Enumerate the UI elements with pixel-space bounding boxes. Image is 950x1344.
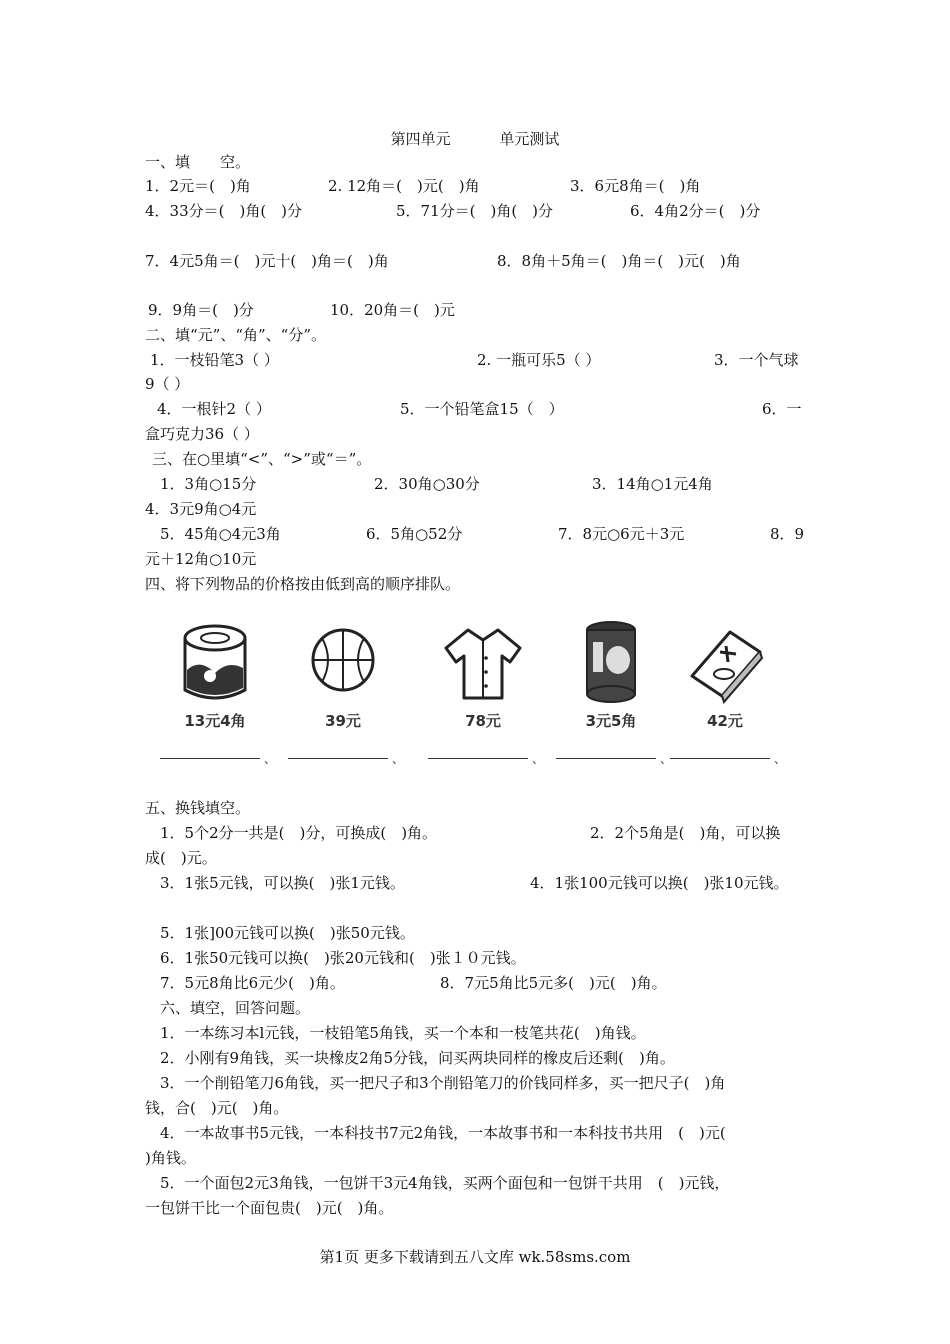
s5-q6: 6．1张50元钱可以换( )张20元钱和( )张１０元钱。 [160, 949, 526, 967]
separator: 、 [660, 752, 673, 766]
s3-q4: 4．3元9角○4元 [145, 500, 257, 518]
price-items [160, 618, 800, 778]
congee-can-icon [566, 618, 656, 708]
item-price: 13元4角 [184, 712, 246, 730]
answer-blank[interactable] [160, 758, 260, 759]
medicine-box-icon [680, 618, 770, 708]
s2-q3: 3．一个气球 [714, 351, 799, 369]
s1-q4: 4．33分＝( )角( )分 [145, 202, 303, 220]
s3-q5: 5．45角○4元3角 [160, 525, 281, 543]
item-price: 3元5角 [585, 712, 637, 730]
separator: 、 [532, 752, 545, 766]
s2-q2: 2. 一瓶可乐5（ ） [477, 351, 601, 369]
s3-q7: 7．8元○6元＋3元 [558, 525, 685, 543]
s5-q7: 7．5元8角比6元少( )角。 [160, 974, 345, 992]
item-congee-can [556, 618, 673, 768]
s3-q2: 2．30角○30分 [374, 475, 480, 493]
s1-q6: 6．4角2分＝( )分 [630, 202, 761, 220]
s5-q2-cont: 成( )元。 [145, 849, 217, 867]
s6-q4-cont: )角钱。 [145, 1149, 196, 1167]
s1-q9: 9．9角＝( )分 [148, 301, 254, 319]
s3-q3: 3．14角○1元4角 [592, 475, 713, 493]
answer-blank[interactable] [556, 758, 656, 759]
can-icon [170, 618, 260, 708]
item-shirt [428, 618, 545, 768]
s5-q3: 3．1张5元钱，可以换( )张1元钱。 [160, 874, 405, 892]
s6-q1: 1．一本练习本l元钱，一枝铅笔5角钱，买一个本和一枝笔共花( )角钱。 [160, 1024, 646, 1042]
s6-q5: 5．一个面包2元3角钱，一包饼干3元4角钱，买两个面包和一包饼干共用 ( )元钱， [160, 1174, 730, 1192]
item-basketball [288, 618, 405, 768]
s3-q6: 6．5角○52分 [366, 525, 463, 543]
separator: 、 [392, 752, 405, 766]
s6-q2: 2．小刚有9角钱，买一块橡皮2角5分钱，问买两块同样的橡皮后还剩( )角。 [160, 1049, 675, 1067]
s1-q8: 8．8角＋5角＝( )角＝( )元( )角 [497, 252, 741, 270]
page-title [0, 128, 950, 149]
s2-q6: 6．一 [762, 400, 802, 418]
page-footer: 第1页 更多下载请到五八文库 wk.58sms.com [319, 1248, 631, 1266]
answer-blank[interactable] [670, 758, 770, 759]
basketball-icon [298, 618, 388, 708]
s6-q3-cont: 钱，合( )元( )角。 [145, 1099, 289, 1117]
s6-q3: 3．一个削铅笔刀6角钱，买一把尺子和3个削铅笔刀的价钱同样多，买一把尺子( )角 [160, 1074, 726, 1092]
s2-q1: 1．一枝铅笔3（ ） [150, 351, 279, 369]
s5-q5: 5．1张]00元钱可以换( )张50元钱。 [160, 924, 415, 942]
s2-q4: 4．一根针2（ ） [157, 400, 271, 418]
shirt-icon [438, 618, 528, 708]
section2-heading: 二、填“元”、“角”、“分”。 [145, 326, 327, 344]
s5-q2: 2．2个5角是( )角，可以换 [590, 824, 781, 842]
item-price: 78元 [465, 712, 501, 730]
s6-q4: 4．一本故事书5元钱，一本科技书7元2角钱，一本故事书和一本科技书共用 ( )元( [160, 1124, 726, 1142]
separator: 、 [264, 752, 277, 766]
section5-heading: 五、换钱填空。 [145, 799, 251, 817]
section3-heading: 三、在○里填“<”、“>”或“＝”。 [152, 450, 372, 468]
title-test: 单元测试 [499, 130, 560, 148]
section6-heading: 六、填空，回答问题。 [160, 999, 311, 1017]
s6-q5-cont: 一包饼干比一个面包贵( )元( )角。 [145, 1199, 394, 1217]
answer-blank[interactable] [428, 758, 528, 759]
s2-q6-cont: 盒巧克力36（ ） [145, 425, 259, 443]
section1-heading: 一、填 空。 [145, 153, 251, 171]
s5-q8: 8．7元5角比5元多( )元( )角。 [440, 974, 667, 992]
separator: 、 [774, 752, 787, 766]
title-unit: 第四单元 [390, 130, 451, 148]
s3-q8-cont: 元＋12角○10元 [145, 550, 257, 568]
s1-q7: 7．4元5角＝( )元十( )角＝( )角 [145, 252, 389, 270]
s1-q5: 5．71分＝( )角( )分 [396, 202, 554, 220]
item-medicine-box [670, 618, 787, 768]
s2-q3-cont: 9（ ） [145, 375, 190, 393]
s5-q1: 1．5个2分一共是( )分，可换成( )角。 [160, 824, 438, 842]
answer-blank[interactable] [288, 758, 388, 759]
s3-q8: 8．9 [770, 525, 805, 543]
s2-q5: 5．一个铅笔盒15（ ） [400, 400, 564, 418]
section4-heading: 四、将下列物品的价格按由低到高的顺序排队。 [145, 575, 461, 593]
s3-q1: 1．3角○15分 [160, 475, 257, 493]
s1-q1: 1．2元＝( )角 [145, 177, 251, 195]
s1-q3: 3．6元8角＝( )角 [570, 177, 701, 195]
s1-q2: 2. 12角＝( )元( )角 [328, 177, 480, 195]
item-price: 42元 [707, 712, 743, 730]
s1-q10: 10．20角＝( )元 [330, 301, 455, 319]
item-can [160, 618, 277, 768]
item-price: 39元 [325, 712, 361, 730]
s5-q4: 4．1张100元钱可以换( )张10元钱。 [530, 874, 789, 892]
